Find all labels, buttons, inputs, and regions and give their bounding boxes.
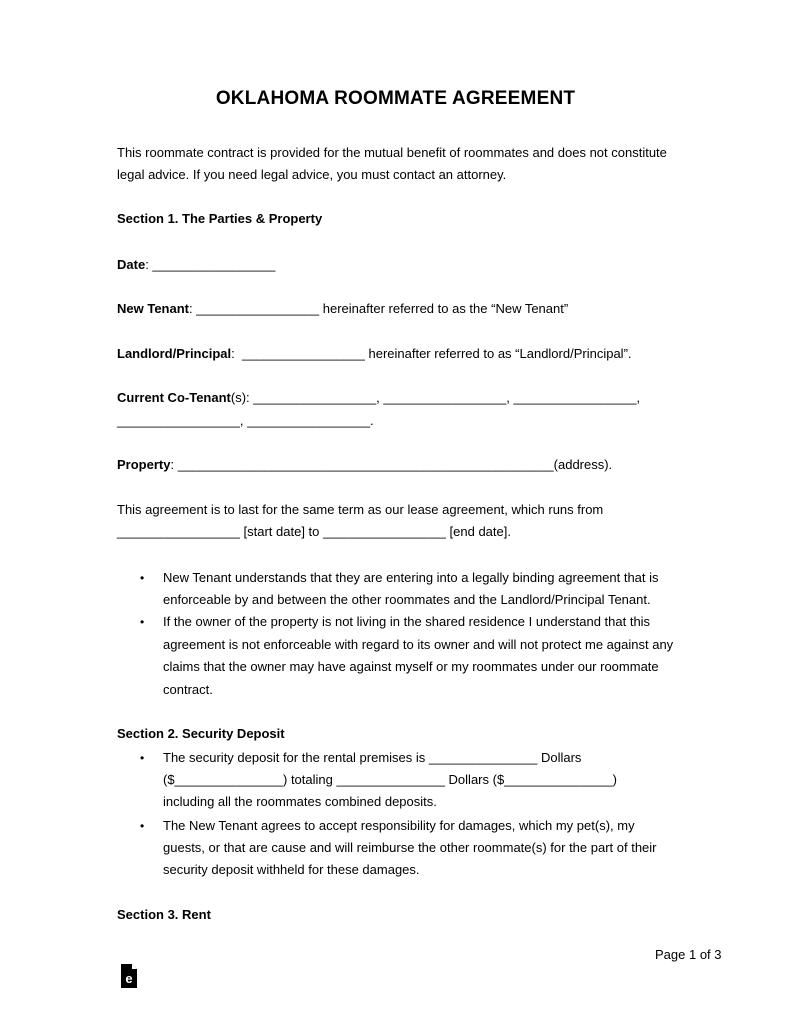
date-label: Date xyxy=(117,257,146,272)
section-2-heading: Section 2. Security Deposit xyxy=(117,726,285,741)
cotenant-field xyxy=(117,389,640,407)
new-tenant-label: New Tenant xyxy=(117,301,189,316)
s1-bullet-2-line-2: agreement is not enforceable with regard to its owner and will not protect me against any xyxy=(163,637,674,652)
s2-bullet-1-line-2: ($_______________) totaling _______________ Dollars ($_______________) xyxy=(163,772,617,787)
bullet-dot: • xyxy=(140,751,145,765)
cotenant-line-2: _________________, _________________. xyxy=(117,413,374,428)
landlord-field xyxy=(117,345,632,363)
s1-bullet-2-line-4: contract. xyxy=(163,682,213,697)
s1-bullet-2-line-3: claims that the owner may have against myself or my roommates under our roommate xyxy=(163,659,659,674)
bullet-dot: • xyxy=(140,571,145,585)
s1-bullet-1-line-1: New Tenant understands that they are entering into a legally binding agreement that is xyxy=(163,570,659,585)
property-text: : ____________________________________________________(address). xyxy=(170,457,613,472)
s2-bullet-2-line-3: security deposit withheld for these damages. xyxy=(163,862,420,877)
property-label: Property xyxy=(117,457,171,472)
svg-text:e: e xyxy=(125,971,133,986)
s2-bullet-2-line-1: The New Tenant agrees to accept responsibility for damages, which my pet(s), my xyxy=(163,818,635,833)
section-1-heading: Section 1. The Parties & Property xyxy=(117,211,323,226)
page-number: Page 1 of 3 xyxy=(655,947,722,962)
cotenant-text: (s): _________________, _________________, _________________, xyxy=(230,390,641,405)
landlord-label: Landlord/Principal xyxy=(117,346,232,361)
s1-bullet-1-line-2: enforceable by and between the other roommates and the Landlord/Principal Tenant. xyxy=(163,592,651,607)
section-3-heading: Section 3. Rent xyxy=(117,907,211,922)
property-field xyxy=(117,456,612,474)
eforms-document-logo-icon xyxy=(120,963,138,989)
term-line-1: This agreement is to last for the same term as our lease agreement, which runs from xyxy=(117,502,604,517)
s2-bullet-2-line-2: guests, or that are cause and will reimburse the other roommate(s) for the part of their xyxy=(163,840,657,855)
bullet-dot: • xyxy=(140,819,145,833)
s2-bullet-1-line-3: including all the roommates combined deposits. xyxy=(163,794,437,809)
term-line-2: _________________ [start date] to _________________ [end date]. xyxy=(117,524,511,539)
new-tenant-field xyxy=(117,300,568,318)
intro-line-2: legal advice. If you need legal advice, you must contact an attorney. xyxy=(117,167,507,182)
cotenant-label: Current Co-Tenant xyxy=(117,390,231,405)
s2-bullet-1-line-1: The security deposit for the rental premises is _______________ Dollars xyxy=(163,750,582,765)
intro-line-1: This roommate contract is provided for the mutual benefit of roommates and does not constitute xyxy=(117,145,667,160)
s1-bullet-2-line-1: If the owner of the property is not living in the shared residence I understand that this xyxy=(163,614,651,629)
new-tenant-text: : _________________ hereinafter referred to as the “New Tenant” xyxy=(189,301,569,316)
landlord-text: : _________________ hereinafter referred to as “Landlord/Principal”. xyxy=(231,346,632,361)
date-blank: : _________________ xyxy=(145,257,276,272)
date-field xyxy=(117,256,275,274)
bullet-dot: • xyxy=(140,615,145,629)
document-title: OKLAHOMA ROOMMATE AGREEMENT xyxy=(215,88,576,109)
